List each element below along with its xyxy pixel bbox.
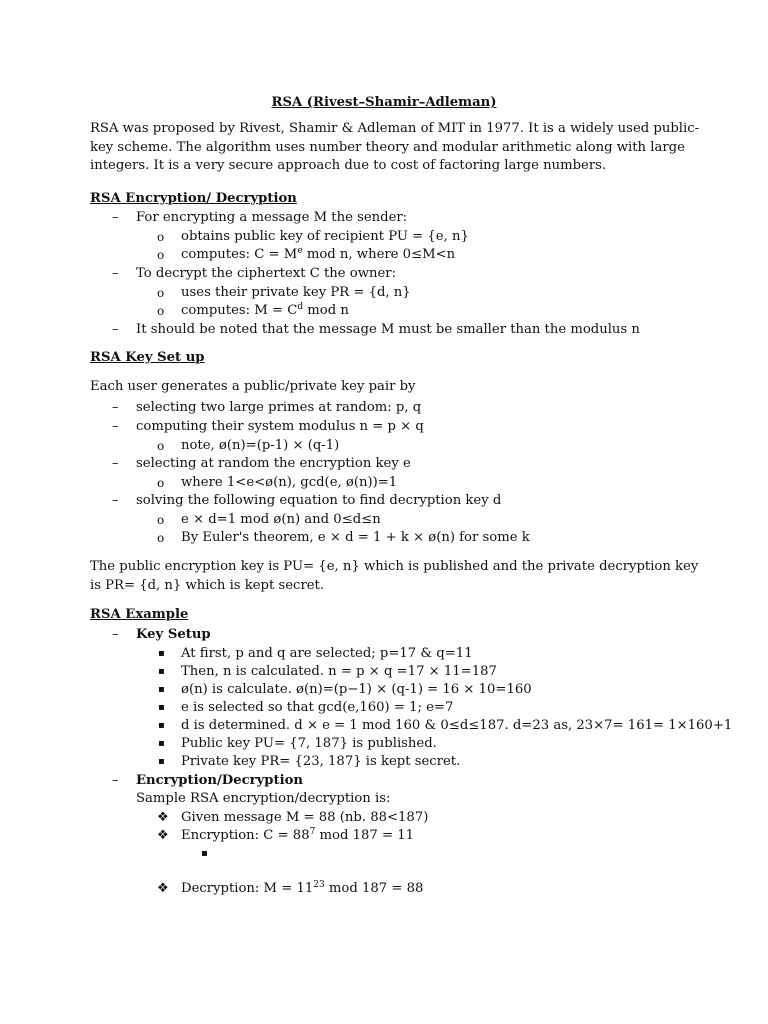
list-item: Decryption: $M = 11^{23}$ mod 187 = 88 xyxy=(181,880,424,896)
dash-bullet: – xyxy=(112,627,119,642)
subsection-label-encdec: Encryption/Decryption xyxy=(136,773,303,788)
document-title: RSA (Rivest–Shamir–Adleman) xyxy=(271,95,497,110)
dash-bullet: – xyxy=(112,322,119,337)
dash-bullet: – xyxy=(112,493,119,508)
list-item: obtains public key of recipient PU = {e, n} xyxy=(181,229,469,244)
dash-bullet: – xyxy=(112,773,119,788)
list-item: By Euler's theorem, e × d = 1 + k × ø(n) for some k xyxy=(181,530,530,545)
list-item: At first, p and q are selected; p=17 & q=11 xyxy=(181,646,473,661)
circle-bullet: o xyxy=(157,476,165,490)
list-item: e × d=1 mod ø(n) and 0≤d≤n xyxy=(181,512,381,527)
intro-paragraph: RSA was proposed by Rivest, Shamir & Adleman of MIT in 1977. It is a widely used public-key scheme. The algorithm uses number theory and modular arithmetic along with large integers. It is a very secure approach due to cost of factoring large numbers. xyxy=(90,121,700,174)
square-bullet: ▪ xyxy=(158,720,165,731)
dash-bullet: – xyxy=(112,210,119,225)
list-item: selecting at random the encryption key e xyxy=(136,456,411,471)
diamond-bullet: ❖ xyxy=(157,881,169,896)
list-item: computing their system modulus n = p × q xyxy=(136,419,424,434)
dash-bullet: – xyxy=(112,456,119,471)
circle-bullet: o xyxy=(157,248,165,262)
list-item: uses their private key PR = {d, n} xyxy=(181,285,411,300)
dash-bullet: – xyxy=(112,266,119,281)
list-item: e is selected so that gcd(e,160) = 1; e=7 xyxy=(181,700,454,715)
subsection-label-keysetup: Key Setup xyxy=(136,627,211,642)
list-item: For encrypting a message M the sender: xyxy=(136,210,408,225)
circle-bullet: o xyxy=(157,230,165,244)
list-item: computes: $M = C^d$ mod n xyxy=(181,302,349,318)
section-heading-example: RSA Example xyxy=(90,607,189,622)
square-bullet: ▪ xyxy=(158,648,165,659)
diamond-bullet: ❖ xyxy=(157,828,169,843)
list-item: d is determined. d × e = 1 mod 160 & 0≤d≤187. d=23 as, 23×7= 161= 1×160+1 xyxy=(181,718,733,733)
square-bullet: ▪ xyxy=(158,756,165,767)
dash-bullet: – xyxy=(112,419,119,434)
list-item: It should be noted that the message M must be smaller than the modulus n xyxy=(136,322,640,337)
closing-paragraph: The public encryption key is PU= {e, n} which is published and the private decryption key is PR= {d, n} which is kept secret. xyxy=(90,559,699,593)
list-item: Then, n is calculated. n = p × q =17 × 11=187 xyxy=(181,664,497,679)
list-item: note, ø(n)=(p-1) × (q-1) xyxy=(181,438,340,453)
list-item: Given message M = 88 (nb. 88<187) xyxy=(181,810,429,825)
list-item: solving the following equation to find decryption key d xyxy=(136,493,502,508)
square-bullet: ▪ xyxy=(201,848,208,859)
section-heading-encryption: RSA Encryption/ Decryption xyxy=(90,191,297,206)
square-bullet: ▪ xyxy=(158,738,165,749)
circle-bullet: o xyxy=(157,304,165,318)
section-intro: Each user generates a public/private key pair by xyxy=(90,379,416,394)
list-item: ø(n) is calculate. ø(n)=(p−1) × (q-1) = 16 × 10=160 xyxy=(181,682,532,697)
circle-bullet: o xyxy=(157,513,165,527)
list-item: Public key PU= {7, 187} is published. xyxy=(181,736,437,751)
square-bullet: ▪ xyxy=(158,702,165,713)
list-item: To decrypt the ciphertext C the owner: xyxy=(136,266,397,281)
list-item: Encryption: $C = 88^7$ mod 187 = 11 xyxy=(181,827,414,843)
circle-bullet: o xyxy=(157,286,165,300)
section-heading-keysetup: RSA Key Set up xyxy=(90,350,205,365)
subsection-intro: Sample RSA encryption/decryption is: xyxy=(136,791,391,806)
square-bullet: ▪ xyxy=(158,666,165,677)
circle-bullet: o xyxy=(157,531,165,545)
circle-bullet: o xyxy=(157,439,165,453)
square-bullet: ▪ xyxy=(158,684,165,695)
list-item: where 1<e<ø(n), gcd(e, ø(n))=1 xyxy=(181,475,398,490)
diamond-bullet: ❖ xyxy=(157,810,169,825)
dash-bullet: – xyxy=(112,400,119,415)
list-item: selecting two large primes at random: p, q xyxy=(136,400,422,415)
list-item: computes: $C = M^e$ mod n, where 0≤M<n xyxy=(181,246,456,262)
list-item: Private key PR= {23, 187} is kept secret. xyxy=(181,754,461,769)
